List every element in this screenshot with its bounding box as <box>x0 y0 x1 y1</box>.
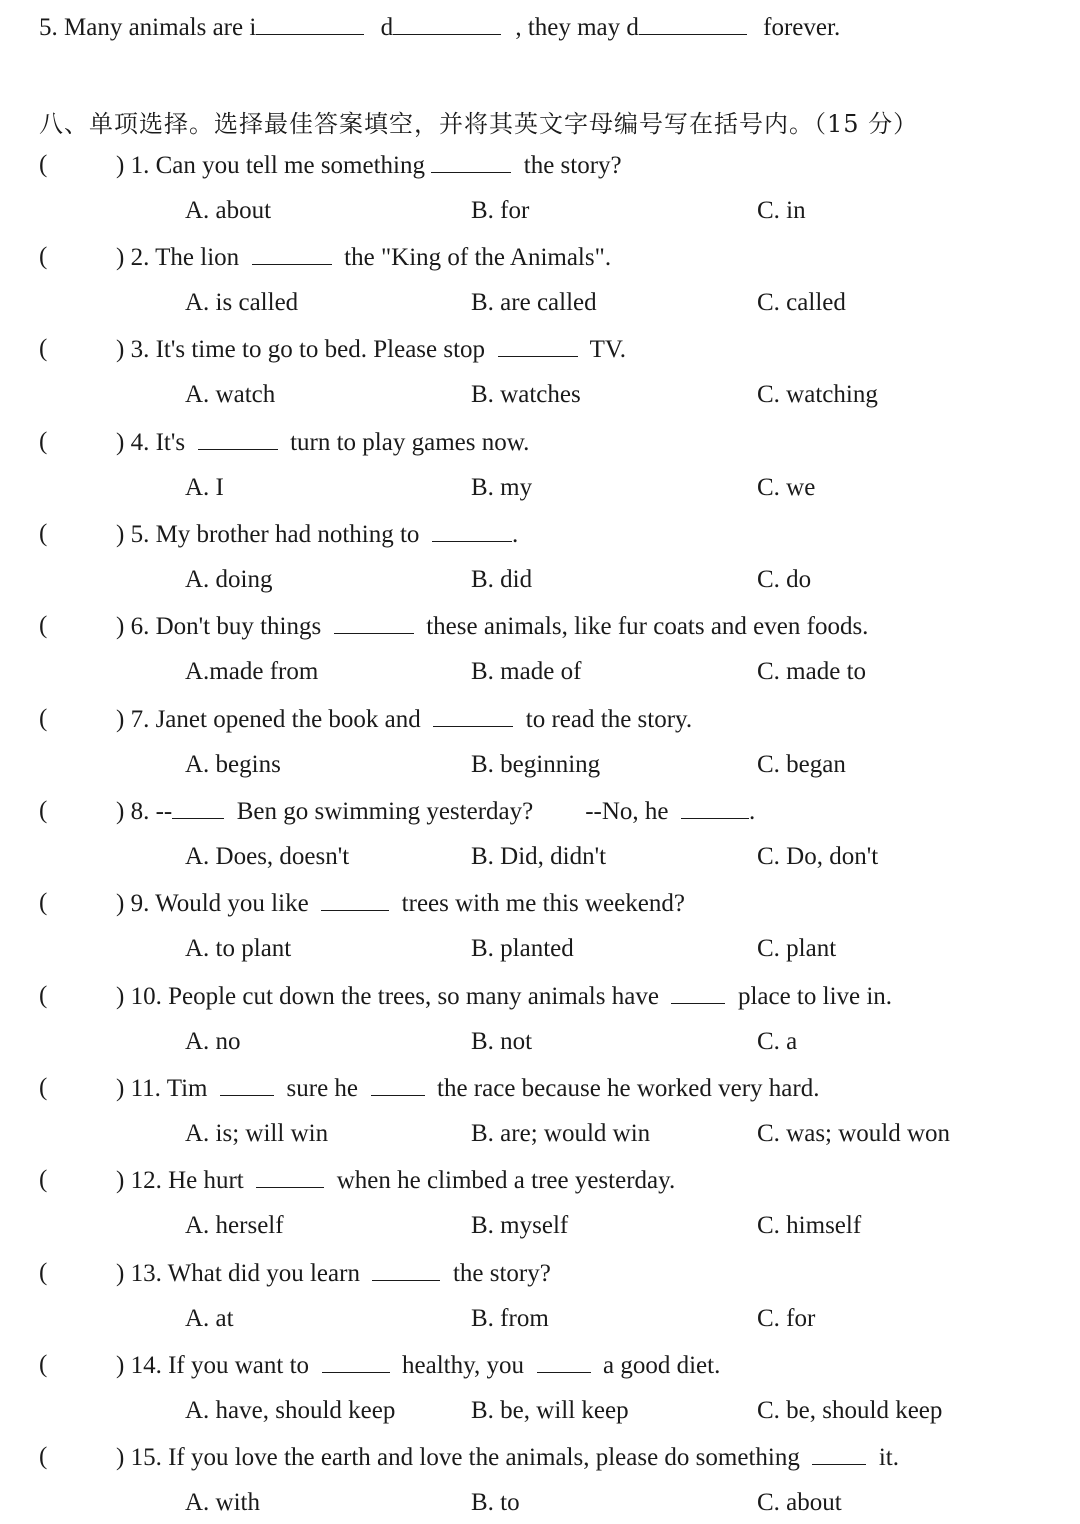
option-b[interactable]: B. from <box>471 1305 549 1332</box>
prev-question-text: d <box>380 14 394 41</box>
option-c[interactable]: C. in <box>757 197 806 224</box>
question-stem: ) 7. Janet opened the book and to read the story. <box>116 706 693 733</box>
option-a[interactable]: A. doing <box>185 566 273 593</box>
option-c[interactable]: C. a <box>757 1028 798 1055</box>
question-stem: ) 6. Don't buy things these animals, like fur coats and even foods. <box>116 613 869 640</box>
option-a[interactable]: A. begins <box>185 751 281 778</box>
answer-paren-open[interactable]: ( <box>39 520 48 547</box>
option-c[interactable]: C. watching <box>757 381 878 408</box>
option-a[interactable]: A. Does, doesn't <box>185 843 350 870</box>
options-row <box>0 196 1080 226</box>
prev-question-5 <box>39 12 840 42</box>
question-stem: ) 11. Tim sure he the race because he worked very hard. <box>116 1075 820 1102</box>
option-a[interactable]: A. is called <box>185 289 299 316</box>
answer-paren-open[interactable]: ( <box>39 797 48 824</box>
option-a[interactable]: A. no <box>185 1028 241 1055</box>
question-stem: ) 12. He hurt when he climbed a tree yesterday. <box>116 1167 676 1194</box>
options-row <box>0 1304 1080 1334</box>
option-b[interactable]: B. for <box>471 197 530 224</box>
option-a[interactable]: A. with <box>185 1489 260 1516</box>
answer-blank <box>256 1165 324 1188</box>
answer-blank <box>432 519 512 542</box>
option-c[interactable]: C. himself <box>757 1212 862 1239</box>
answer-blank <box>498 334 578 357</box>
options-row <box>0 934 1080 964</box>
answer-blank <box>812 1442 866 1465</box>
question-stem: ) 3. It's time to go to bed. Please stop TV. <box>116 336 626 363</box>
answer-blank <box>334 611 414 634</box>
answer-blank <box>537 1350 591 1373</box>
answer-paren-open[interactable]: ( <box>39 1166 48 1193</box>
answer-blank <box>172 796 224 819</box>
question-stem: ) 1. Can you tell me something the story? <box>116 152 622 179</box>
answer-blank <box>431 150 511 173</box>
options-row <box>0 1119 1080 1149</box>
option-b[interactable]: B. to <box>471 1489 520 1516</box>
options-row <box>0 1211 1080 1241</box>
answer-paren-open[interactable]: ( <box>39 151 48 178</box>
prev-question-text: , they may d <box>515 14 639 41</box>
option-b[interactable]: B. my <box>471 474 533 501</box>
option-b[interactable]: B. planted <box>471 935 574 962</box>
answer-paren-open[interactable]: ( <box>39 612 48 639</box>
option-b[interactable]: B. be, will keep <box>471 1397 629 1424</box>
options-row <box>0 1396 1080 1426</box>
option-c[interactable]: C. called <box>757 289 846 316</box>
option-a[interactable]: A. I <box>185 474 224 501</box>
answer-paren-open[interactable]: ( <box>39 1074 48 1101</box>
answer-paren-open[interactable]: ( <box>39 1351 48 1378</box>
section-title: 八、单项选择。选择最佳答案填空，并将其英文字母编号写在括号内。（15 分） <box>39 110 919 138</box>
option-b[interactable]: B. are; would win <box>471 1120 651 1147</box>
options-row <box>0 842 1080 872</box>
answer-blank[interactable] <box>639 12 747 35</box>
answer-paren-open[interactable]: ( <box>39 705 48 732</box>
option-b[interactable]: B. Did, didn't <box>471 843 607 870</box>
option-b[interactable]: B. not <box>471 1028 533 1055</box>
prev-question-text: Many animals are i <box>64 14 257 41</box>
answer-blank <box>671 981 725 1004</box>
question-stem: ) 5. My brother had nothing to . <box>116 521 519 548</box>
answer-paren-open[interactable]: ( <box>39 335 48 362</box>
answer-paren-open[interactable]: ( <box>39 1259 48 1286</box>
answer-blank <box>372 1258 440 1281</box>
options-row <box>0 750 1080 780</box>
question-stem: ) 9. Would you like trees with me this weekend? <box>116 890 685 917</box>
option-c[interactable]: C. about <box>757 1489 842 1516</box>
question-stem: ) 8. -- Ben go swimming yesterday? --No, he . <box>116 798 756 825</box>
option-c[interactable]: C. do <box>757 566 812 593</box>
answer-paren-open[interactable]: ( <box>39 889 48 916</box>
option-b[interactable]: B. beginning <box>471 751 601 778</box>
option-a[interactable]: A. at <box>185 1305 234 1332</box>
question-stem: ) 15. If you love the earth and love the animals, please do something it. <box>116 1444 899 1471</box>
option-c[interactable]: C. Do, don't <box>757 843 879 870</box>
option-b[interactable]: B. watches <box>471 381 581 408</box>
options-row <box>0 657 1080 687</box>
answer-blank <box>220 1073 274 1096</box>
answer-blank <box>321 888 389 911</box>
option-c[interactable]: C. plant <box>757 935 837 962</box>
answer-paren-open[interactable]: ( <box>39 1443 48 1470</box>
answer-blank <box>681 796 749 819</box>
option-b[interactable]: B. did <box>471 566 533 593</box>
answer-blank[interactable] <box>256 12 364 35</box>
option-a[interactable]: A. herself <box>185 1212 284 1239</box>
answer-blank <box>198 427 278 450</box>
question-stem: ) 10. People cut down the trees, so many animals have place to live in. <box>116 983 893 1010</box>
option-b[interactable]: B. myself <box>471 1212 569 1239</box>
answer-blank <box>252 242 332 265</box>
answer-paren-open[interactable]: ( <box>39 982 48 1009</box>
option-b[interactable]: B. made of <box>471 658 582 685</box>
option-c[interactable]: C. be, should keep <box>757 1397 943 1424</box>
option-b[interactable]: B. are called <box>471 289 597 316</box>
option-c[interactable]: C. began <box>757 751 846 778</box>
answer-paren-open[interactable]: ( <box>39 428 48 455</box>
answer-blank[interactable] <box>393 12 501 35</box>
question-stem: ) 14. If you want to healthy, you a good diet. <box>116 1352 721 1379</box>
option-a[interactable]: A. to plant <box>185 935 292 962</box>
prev-question-number: 5. <box>39 14 58 41</box>
option-c[interactable]: C. was; would won <box>757 1120 951 1147</box>
option-a[interactable]: A. have, should keep <box>185 1397 396 1424</box>
option-c[interactable]: C. made to <box>757 658 867 685</box>
options-row <box>0 1027 1080 1057</box>
question-stem: ) 4. It's turn to play games now. <box>116 429 530 456</box>
options-row <box>0 473 1080 503</box>
question-stem: ) 13. What did you learn the story? <box>116 1260 551 1287</box>
option-a[interactable]: A. is; will win <box>185 1120 329 1147</box>
answer-blank <box>322 1350 390 1373</box>
option-c[interactable]: C. we <box>757 474 816 501</box>
question-stem: ) 2. The lion the "King of the Animals". <box>116 244 612 271</box>
answer-blank <box>433 704 513 727</box>
answer-blank <box>371 1073 425 1096</box>
options-row <box>0 380 1080 410</box>
option-c[interactable]: C. for <box>757 1305 816 1332</box>
option-a[interactable]: A.made from <box>185 658 319 685</box>
option-a[interactable]: A. about <box>185 197 272 224</box>
options-row <box>0 288 1080 318</box>
options-row <box>0 1488 1080 1518</box>
prev-question-text: forever. <box>763 14 841 41</box>
answer-paren-open[interactable]: ( <box>39 243 48 270</box>
options-row <box>0 565 1080 595</box>
option-a[interactable]: A. watch <box>185 381 276 408</box>
